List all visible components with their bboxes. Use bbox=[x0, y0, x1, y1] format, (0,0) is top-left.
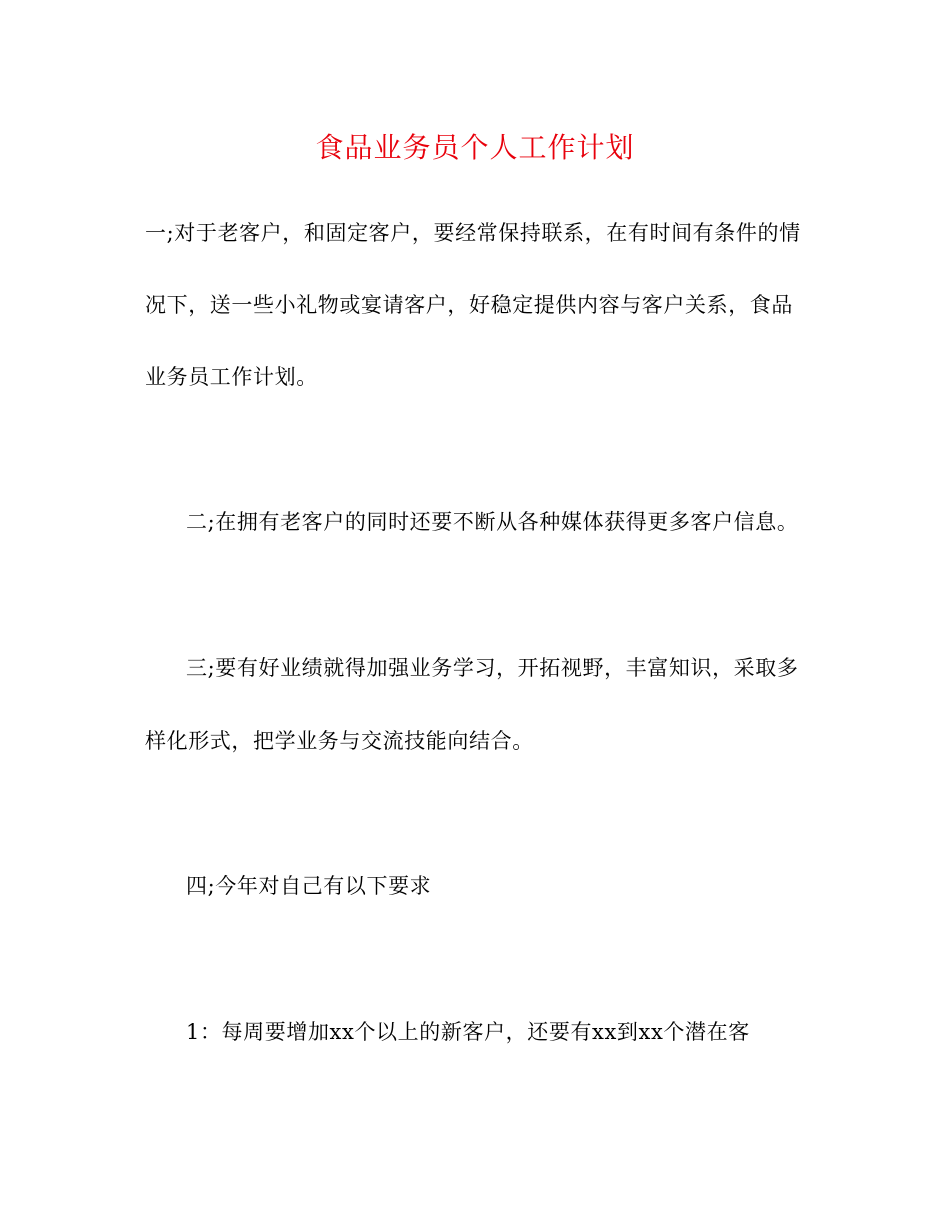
document-title: 食品业务员个人工作计划 bbox=[315, 131, 635, 164]
paragraph-5-line-1: 1：每周要增加xx个以上的新客户，还要有xx到xx个潜在客 bbox=[186, 1020, 750, 1044]
paragraph-3-line-2: 样化形式，把学业务与交流技能向结合。 bbox=[145, 729, 534, 753]
paragraph-2-line-1: 二;在拥有老客户的同时还要不断从各种媒体获得更多客户信息。 bbox=[186, 510, 799, 534]
paragraph-1-line-1: 一;对于老客户，和固定客户，要经常保持联系，在有时间有条件的情 bbox=[145, 221, 801, 245]
paragraph-4-line-1: 四;今年对自己有以下要求 bbox=[186, 874, 432, 898]
paragraph-1-line-2: 况下，送一些小礼物或宴请客户，好稳定提供内容与客户关系，食品 bbox=[145, 293, 793, 317]
paragraph-3-line-1: 三;要有好业绩就得加强业务学习，开拓视野，丰富知识，采取多 bbox=[186, 656, 799, 680]
paragraph-1-line-3: 业务员工作计划。 bbox=[145, 365, 318, 389]
